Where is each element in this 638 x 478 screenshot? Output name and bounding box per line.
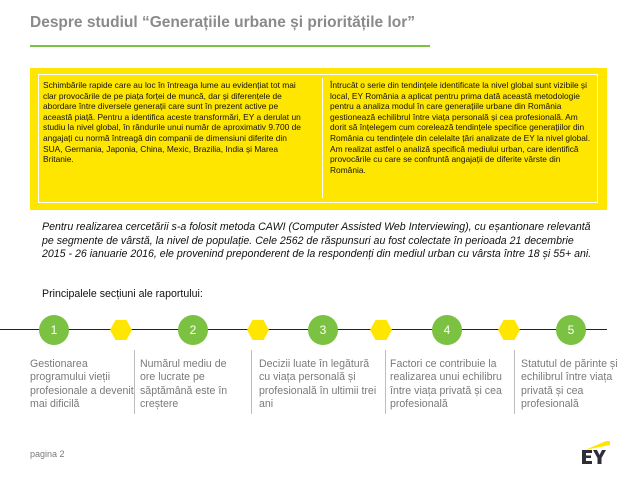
methodology-text: Pentru realizarea cercetării s-a folosit metoda CAWI (Computer Assisted Web Interviewing), cu eșantionare relevantă pe segmente de vârstă, la nivel de populație. Cele 2562 de răspunsuri au fost colectate în perioada 21 decembrie 2015 - 26 ianuarie 2016, ele provenind preponderent de la respondenți din mediul urban cu vârsta între 18 și 55+ ani.	[42, 221, 592, 261]
section-5-circle: 5	[556, 315, 586, 345]
section-3-circle: 3	[308, 315, 338, 345]
section-1-circle: 1	[39, 315, 69, 345]
section-4-text: Factori ce contribuie la realizarea unui echilibru între viața privată și cea profesională	[390, 358, 502, 411]
timeline-hexagon	[370, 320, 392, 340]
title-underline	[30, 45, 430, 47]
section-separator	[385, 350, 386, 414]
intro-left-text: Schimbările rapide care au loc în întreaga lume au evidențiat tot mai clar provocările de pe piața forței de muncă, dar și diferențele de abordare între diversele generații care sunt în prezent active pe această piață. Pentru a identifica aceste transformări, EY a derulat un studiu la nivel global, în rândurile unui număr de aproximativ 9.700 de angajați cu normă întreagă din companii de dimensiuni diferite din SUA, Germania, Japonia, China, Mexic, Brazilia, India și Marea Britanie.	[43, 80, 301, 165]
section-separator	[251, 350, 252, 414]
timeline-hexagon	[498, 320, 520, 340]
page-number: pagina 2	[30, 449, 65, 459]
intro-right-text: Întrucât o serie din tendințele identificate la nivel global sunt vizibile și local, EY România a aplicat pentru prima dată această metodologie pentru a analiza modul în care generațiile urbane din România gestionează echilibrul între viața personală și cea profesională. Am dorit să înțelegem cum corelează tendințele specifice generațiilor din România cu tendințele din celelalte țări analizate de EY la nivel global. Am realizat astfel o analiză specifică mediului urban, care identifică provocările cu care se confruntă angajații de diferite vârste din România.	[330, 80, 591, 175]
section-4-circle: 4	[432, 315, 462, 345]
ey-logo	[580, 441, 610, 465]
page-title: Despre studiul “Generațiile urbane și prioritățile lor”	[30, 14, 416, 31]
section-5-text: Statutul de părinte și echilibrul între viața privată și cea profesională	[521, 358, 618, 411]
section-1-text: Gestionarea programului vieții profesionale a devenit mai dificilă	[30, 358, 134, 411]
section-3-text: Decizii luate în legătură cu viața personală și profesională în ultimii trei ani	[259, 358, 377, 411]
section-separator	[514, 350, 515, 414]
section-2-circle: 2	[178, 315, 208, 345]
timeline-hexagon	[247, 320, 269, 340]
timeline-hexagon	[110, 320, 132, 340]
intro-column-divider	[322, 78, 323, 198]
sections-label: Principalele secțiuni ale raportului:	[42, 288, 203, 300]
section-2-text: Numărul mediu de ore lucrate pe săptămână este în creștere	[140, 358, 228, 411]
section-separator	[134, 350, 135, 414]
